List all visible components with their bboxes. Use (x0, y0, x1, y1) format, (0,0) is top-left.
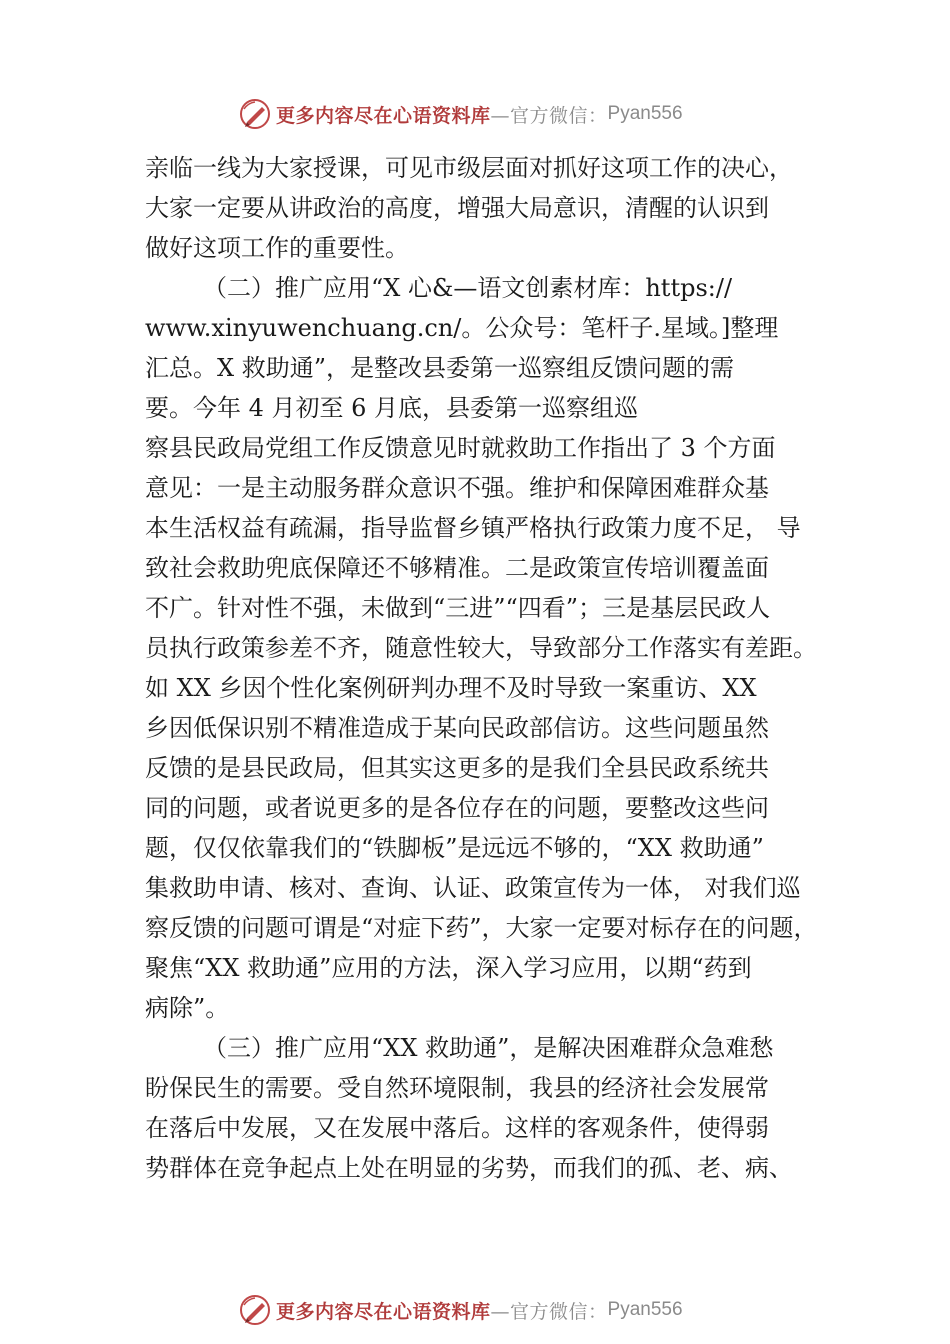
body-line: 察县民政局党组工作反馈意见时就救助工作指出了 3 个方面 (145, 434, 776, 462)
body-line: 亲临一线为大家授课，可见市级层面对抓好这项工作的决心， (145, 154, 793, 182)
body-line: 要。今年 4 月初至 6 月底，县委第一巡察组巡 (145, 394, 639, 422)
body-line: 不广。针对性不强，未做到“三进”“四看”；三是基层民政人 (145, 594, 771, 622)
body-line: 集救助申请、核对、查询、认证、政策宣传为一体， 对我们巡 (145, 874, 801, 902)
body-line: 大家一定要从讲政治的高度，增强大局意识，清醒的认识到 (145, 194, 769, 222)
body-line: 同的问题，或者说更多的是各位存在的问题，要整改这些问 (145, 794, 769, 822)
body-line: 做好这项工作的重要性。 (145, 234, 409, 262)
body-line: 盼保民生的需要。受自然环境限制，我县的经济社会发展常 (145, 1074, 769, 1102)
body-line: 势群体在竞争起点上处在明显的劣势，而我们的孤、老、病、 (145, 1154, 793, 1182)
header-banner (238, 96, 683, 132)
body-line: www.xinyuwenchuang.cn/。公众号：笔杆子.星域。]整理 (145, 314, 779, 342)
banner-wechat-label: —官方微信： (490, 1300, 608, 1323)
banner-wechat-id: Pyan556 (607, 1299, 683, 1320)
body-line: 本生活权益有疏漏，指导监督乡镇严格执行政策力度不足， 导 (145, 514, 801, 542)
body-line: 乡因低保识别不精准造成于某向民政部信访。这些问题虽然 (145, 714, 769, 742)
section-two-heading-line: （二）推广应用“X 心&—语文创素材库：https:// (203, 274, 733, 302)
banner-title: 更多内容尽在心语资料库 (276, 1300, 491, 1323)
pen-logo-icon (238, 1293, 272, 1327)
section-three-heading-line: （三）推广应用“XX 救助通”，是解决困难群众急难愁 (203, 1034, 774, 1062)
body-line: 意见：一是主动服务群众意识不强。维护和保障困难群众基 (145, 474, 769, 502)
body-line: 员执行政策参差不齐，随意性较大，导致部分工作落实有差距。 (145, 634, 817, 662)
body-line: 题，仅仅依靠我们的“铁脚板”是远远不够的，“XX 救助通” (145, 834, 764, 862)
body-line: 致社会救助兜底保障还不够精准。二是政策宣传培训覆盖面 (145, 554, 769, 582)
body-line: 反馈的是县民政局，但其实这更多的是我们全县民政系统共 (145, 754, 769, 782)
document-body (145, 148, 835, 1188)
banner-wechat-id: Pyan556 (607, 103, 683, 124)
banner-title: 更多内容尽在心语资料库 (276, 104, 491, 127)
body-line: 在落后中发展，又在发展中落后。这样的客观条件，使得弱 (145, 1114, 769, 1142)
body-line: 察反馈的问题可谓是“对症下药”，大家一定要对标存在的问题， (145, 914, 818, 942)
body-line: 如 XX 乡因个性化案例研判办理不及时导致一案重访、XX (145, 674, 757, 702)
banner-wechat-label: —官方微信： (490, 104, 608, 127)
body-line: 汇总。X 救助通”，是整改县委第一巡察组反馈问题的需 (145, 354, 734, 382)
body-line: 病除”。 (145, 994, 230, 1022)
pen-logo-icon (238, 97, 272, 131)
footer-banner (238, 1292, 683, 1328)
body-line: 聚焦“XX 救助通”应用的方法，深入学习应用，以期“药到 (145, 954, 752, 982)
